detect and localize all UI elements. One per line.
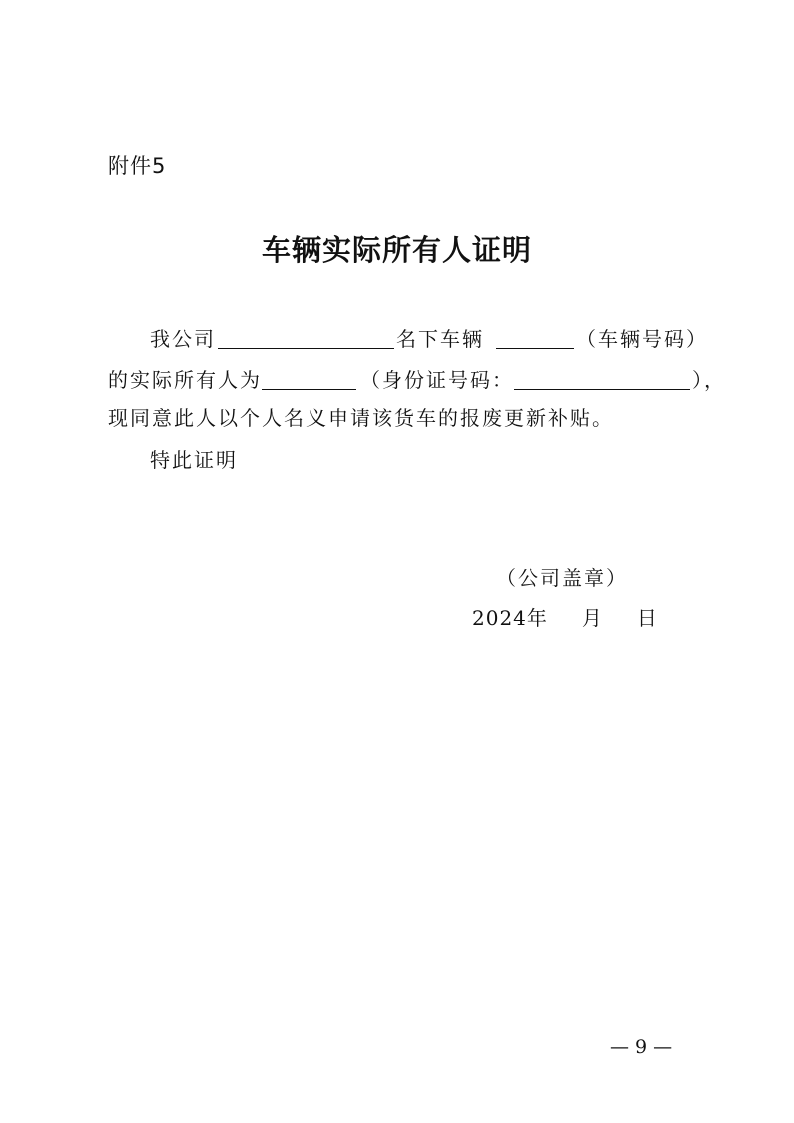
vehicle-label: 名下车辆: [396, 327, 484, 351]
date-day-unit: 日: [636, 606, 658, 630]
document-title: 车辆实际所有人证明: [261, 233, 532, 267]
owner-name-blank: [262, 371, 356, 390]
body-line-1: [150, 323, 708, 352]
signature-date: [472, 602, 658, 631]
date-year-unit: 年: [526, 606, 548, 630]
id-close: ），: [692, 368, 726, 392]
date-year: 2024: [472, 606, 527, 630]
owner-prefix: 的实际所有人为: [108, 368, 262, 392]
id-number-label: （身份证号码：: [360, 368, 514, 392]
plate-note: （车辆号码）: [576, 327, 708, 351]
company-seal-label: （公司盖章）: [496, 566, 628, 590]
attachment-label: 附件5: [108, 154, 167, 178]
vehicle-plate-blank: [496, 330, 574, 349]
page-number: — 9 —: [610, 1036, 673, 1058]
id-number-blank: [514, 371, 690, 390]
company-prefix: 我公司: [150, 327, 216, 351]
date-month-unit: 月: [581, 606, 603, 630]
company-name-blank: [218, 330, 394, 349]
body-line-3: 现同意此人以个人名义申请该货车的报废更新补贴。: [108, 406, 614, 430]
body-line-4: 特此证明: [150, 448, 238, 472]
body-line-2: [108, 364, 726, 393]
